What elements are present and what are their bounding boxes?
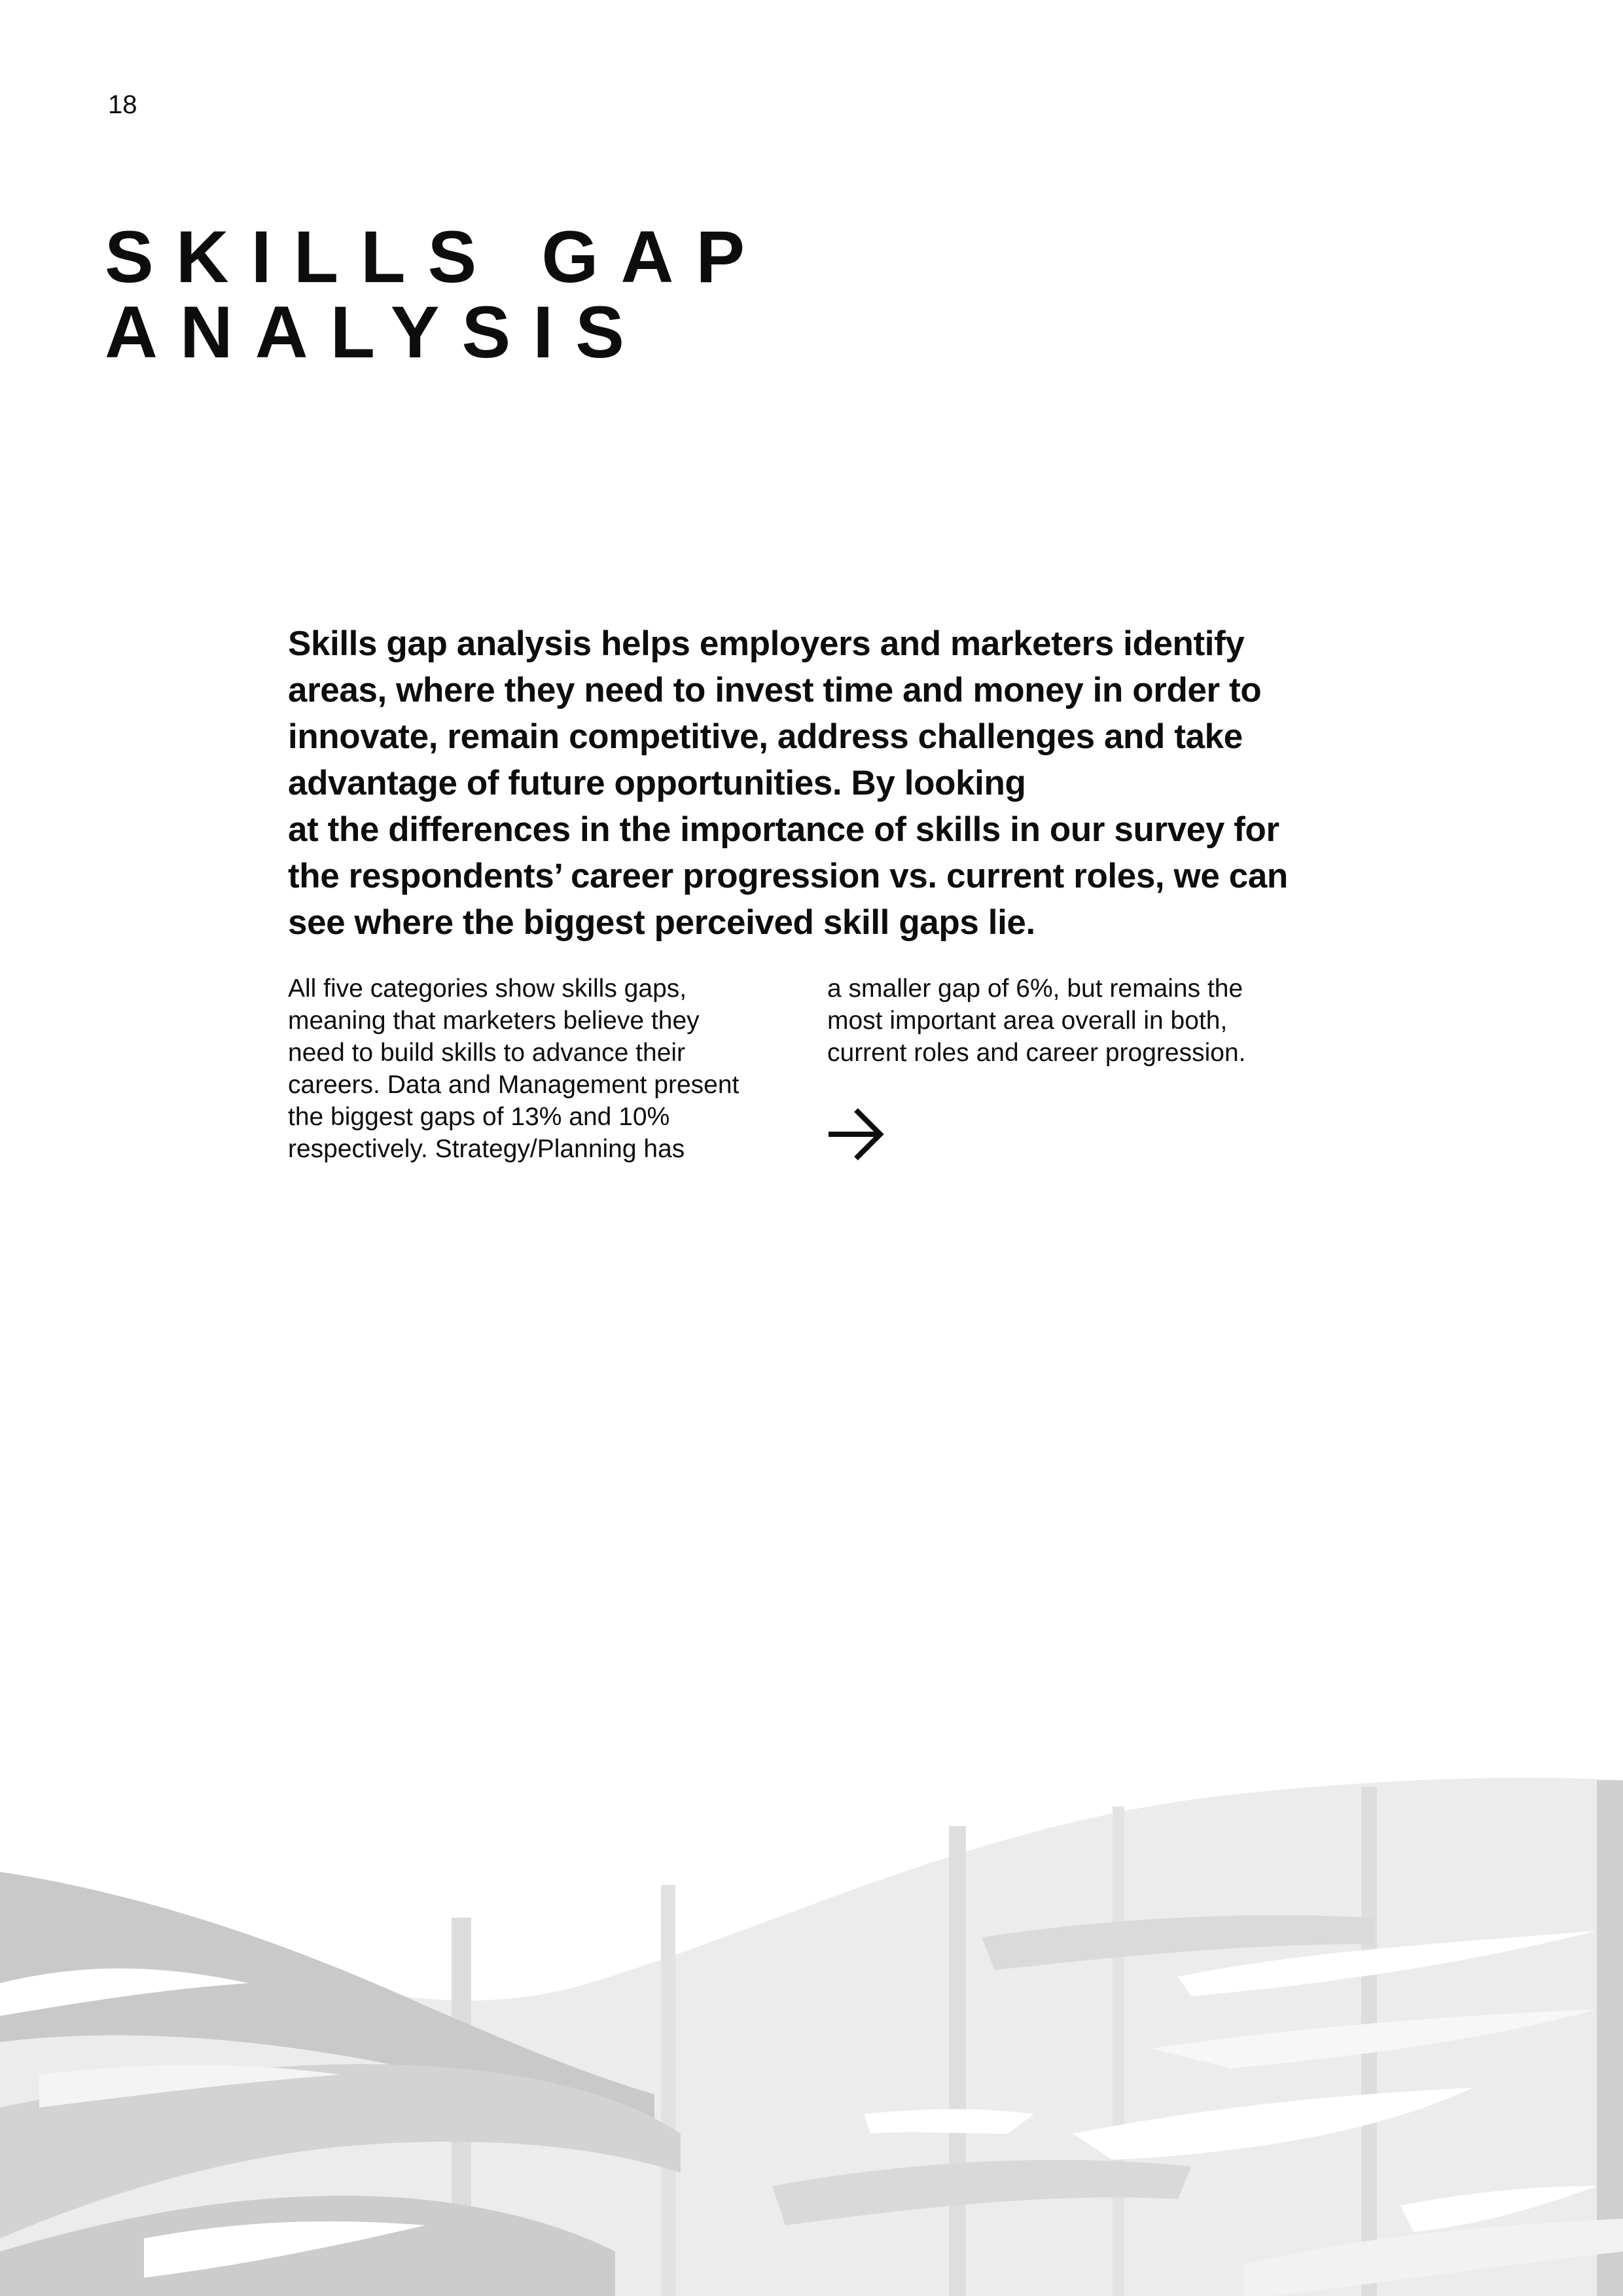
lead-line: areas, where they need to invest time and money in order to (288, 671, 1262, 709)
body-line: the biggest gaps of 13% and 10% (288, 1103, 670, 1131)
body-line: All five categories show skills gaps, (288, 975, 687, 1003)
lead-line: at the differences in the importance of skills in our survey for (288, 810, 1279, 849)
lead-line: innovate, remain competitive, address challenges and take (288, 717, 1243, 756)
page-title-line: SKILLS GAP (105, 216, 768, 298)
body-line: meaning that marketers believe they (288, 1007, 700, 1035)
page-title-line: ANALYSIS (105, 291, 647, 373)
lead-line: advantage of future opportunities. By looking (288, 764, 1026, 802)
body-line: respectively. Strategy/Planning has (288, 1135, 685, 1163)
body-line: careers. Data and Management present (288, 1071, 740, 1099)
body-column-right (827, 973, 1245, 1069)
page-number: 18 (108, 90, 137, 119)
body-line: a smaller gap of 6%, but remains the (827, 975, 1243, 1003)
body-line: most important area overall in both, (827, 1007, 1228, 1035)
lead-paragraph (288, 620, 1368, 946)
arrow-right-icon (826, 1105, 885, 1164)
body-column-left (288, 973, 739, 1165)
body-line: current roles and career progression. (827, 1039, 1246, 1067)
lead-line: Skills gap analysis helps employers and marketers identify (288, 624, 1245, 663)
architecture-photo-backdrop (0, 1767, 1623, 2296)
page-title (105, 216, 768, 373)
lead-line: the respondents’ career progression vs. current roles, we can (288, 857, 1288, 895)
lead-line: see where the biggest perceived skill gaps lie. (288, 903, 1035, 942)
body-line: need to build skills to advance their (288, 1039, 686, 1067)
